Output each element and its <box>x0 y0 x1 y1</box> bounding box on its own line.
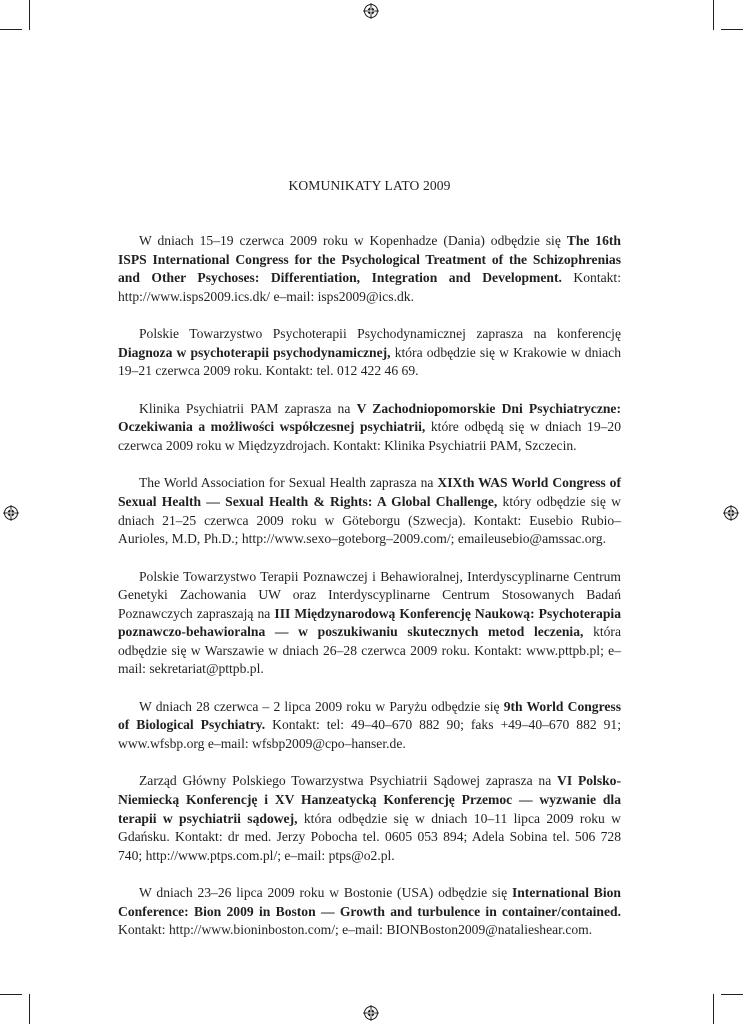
crop-mark-top-right-vertical <box>713 0 714 30</box>
crop-mark-bottom-right-vertical <box>713 994 714 1024</box>
crop-mark-top-right-horizontal <box>721 29 743 30</box>
announcement-paragraph <box>118 698 621 754</box>
page-title: KOMUNIKATY LATO 2009 <box>288 178 451 193</box>
paragraph-text: Zarząd Główny Polskiego Towarzystwa Psychiatrii Sądowej zaprasza na <box>139 773 558 789</box>
announcement-paragraph <box>118 232 621 306</box>
event-name: Diagnoza w psychoterapii psychodynamicznej, <box>118 344 391 360</box>
announcement-paragraph <box>118 325 621 381</box>
event-name: International Bion Conference: Bion 2009 in Boston — Growth and turbulence in container/contained. <box>118 885 621 919</box>
event-name: The 16th ISPS International Congress for the Psychological Treatment of the Schizophrenias and Other Psychoses: Differentiation, Integration and Development. <box>118 233 621 286</box>
paragraph-text: Kontakt: http://www.bioninboston.com/; e–mail: BIONBoston2009@natalieshear.com. <box>118 922 593 938</box>
event-name: 9th World Congress of Biological Psychiatry. <box>118 698 622 733</box>
paragraph-text: która odbędzie się w Warszawie w dniach 26–28 czerwca 2009 roku. Kontakt: www.pttpb.pl; e–mail: sekretariat@pttpb.pl. <box>118 624 621 677</box>
announcements <box>118 232 621 959</box>
paragraph-text: która odbędzie się w Krakowie w dniach 19–21 czerwca 2009 roku. Kontakt: tel. 012 422 46 69. <box>118 344 622 379</box>
paragraph-text: The World Association for Sexual Health zaprasza na <box>139 475 438 491</box>
event-name: III Międzynarodową Konferencję Naukową: Psychoterapia poznawczo-behawioralna — w poszukiwaniu skutecznych metod leczenia, <box>118 605 621 640</box>
registration-target-icon <box>723 505 739 521</box>
announcement-paragraph <box>118 884 621 940</box>
paragraph-text: W dniach 28 czerwca – 2 lipca 2009 roku w Paryżu odbędzie się <box>139 698 504 714</box>
paragraph-text: Polskie Towarzystwo Terapii Poznawczej i Behawioralnej, Interdyscyplinarne Centrum Genetyki Zachowania UW oraz Interdyscyplinarne Centrum Stosowanych Badań Poznawczych zapraszają na <box>118 568 621 621</box>
registration-target-icon <box>363 3 379 19</box>
announcement-paragraph <box>118 568 621 680</box>
announcement-paragraph <box>118 400 621 456</box>
paragraph-text: Kontakt: tel: 49–40–670 882 90; faks +49–40–670 882 91; www.wfsbp.org e–mail: wfsbp2009@cpo–hanser.de. <box>118 717 621 752</box>
paragraph-text: który odbędzie się w dniach 21–25 czerwca 2009 roku w Göteborgu (Szwecja). Kontakt: Eusebio Rubio–Aurioles, M.D, Ph.D.; http://www.sexo–goteborg–2009.com/; emaileusebio@amssac.org. <box>118 493 621 547</box>
event-name: V Zachodniopomorskie Dni Psychiatryczne: Oczekiwania a możliwości współczesnej psychiatrii, <box>118 400 621 435</box>
paragraph-text: W dniach 15–19 czerwca 2009 roku w Kopenhadze (Dania) odbędzie się <box>139 233 567 248</box>
crop-mark-top-left-vertical <box>29 0 30 30</box>
paragraph-text: które odbędą się w dniach 19–20 czerwca 2009 roku w Międzyzdrojach. Kontakt: Klinika Psychiatrii PAM, Szczecin. <box>118 419 622 453</box>
registration-target-icon <box>3 505 19 521</box>
announcement-paragraph <box>118 772 621 865</box>
paragraph-text: W dniach 23–26 lipca 2009 roku w Bostonie (USA) odbędzie się <box>139 885 512 901</box>
paragraph-text: Kontakt: http://www.isps2009.ics.dk/ e–mail: isps2009@ics.dk. <box>118 270 621 304</box>
paragraph-text: Klinika Psychiatrii PAM zaprasza na <box>139 400 357 416</box>
crop-mark-top-left-horizontal <box>0 29 22 30</box>
event-name: XIXth WAS World Congress of Sexual Health — Sexual Health & Rights: A Global Challenge, <box>118 475 621 509</box>
paragraph-text: Polskie Towarzystwo Psychoterapii Psychodynamicznej zaprasza na konferencję <box>139 326 621 342</box>
event-name: VI Polsko-Niemiecką Konferencję i XV Hanzeatycką Konferencję Przemoc — wyzwanie dla terapii w psychiatrii sądowej, <box>118 773 621 826</box>
crop-mark-bottom-left-horizontal <box>0 994 22 995</box>
registration-target-icon <box>363 1005 379 1021</box>
paragraph-text: która odbędzie się w dniach 10–11 lipca 2009 roku w Gdańsku. Kontakt: dr med. Jerzy Pobocha tel. 0605 053 894; Adela Sobina tel. 506 728 740; http://www.ptps.com.pl/; e–mail: ptps@o2.pl. <box>118 810 622 863</box>
announcement-paragraph <box>118 474 621 548</box>
crop-mark-bottom-left-vertical <box>29 994 30 1024</box>
crop-mark-bottom-right-horizontal <box>721 994 743 995</box>
